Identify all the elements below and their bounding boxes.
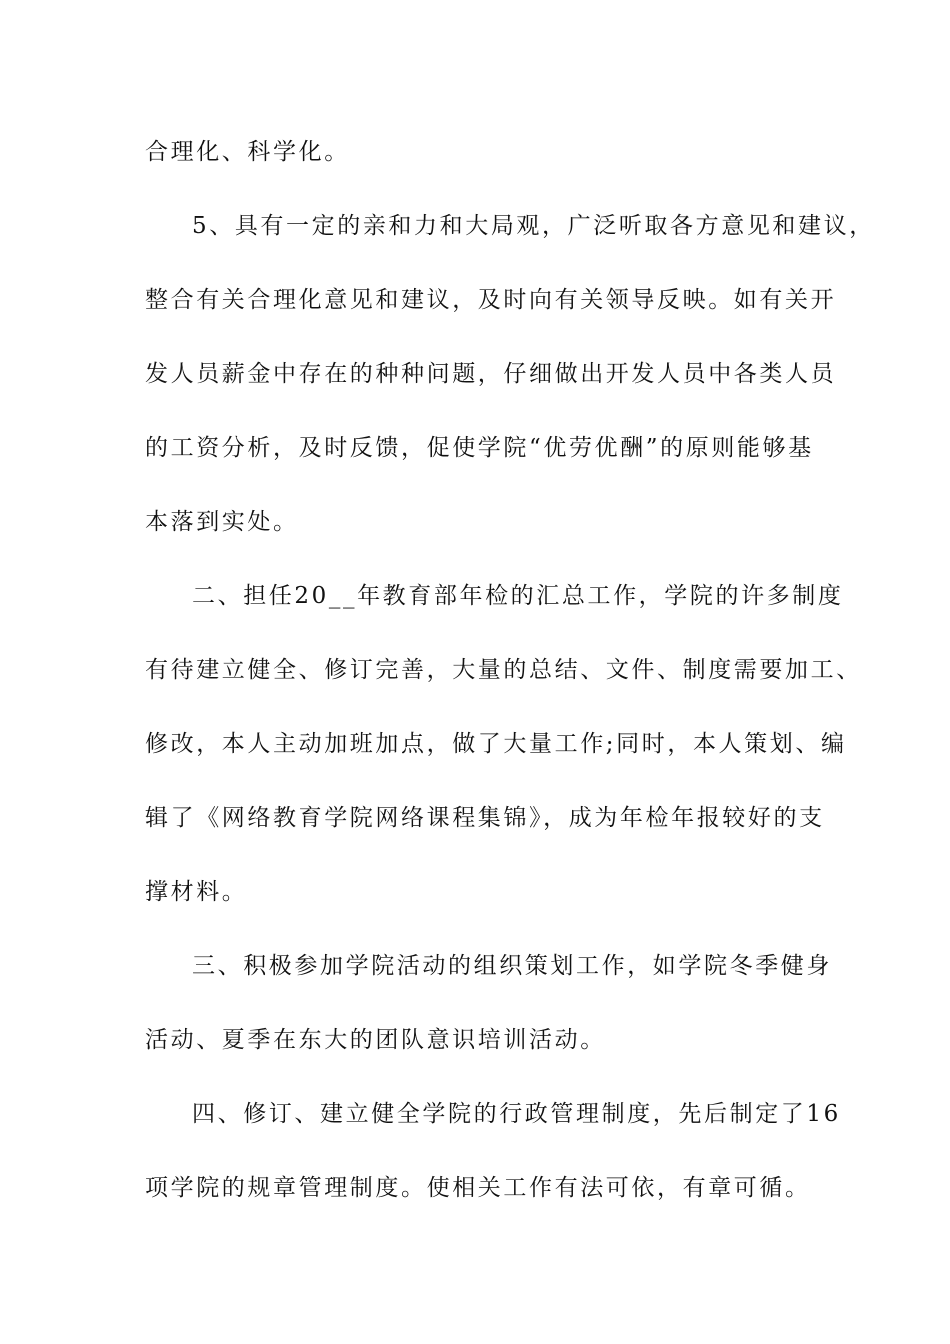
- text-line: 整合有关合理化意见和建议，及时向有关领导反映。如有关开: [145, 287, 837, 313]
- text-line: 项学院的规章管理制度。使相关工作有法可依，有章可循。: [145, 1175, 811, 1201]
- text-line: 发人员薪金中存在的种种问题，仔细做出开发人员中各类人员: [145, 361, 837, 387]
- text-line: 修改，本人主动加班加点，做了大量工作;同时，本人策划、编: [145, 731, 847, 757]
- text-line: 的工资分析，及时反馈，促使学院“优劳优酬”的原则能够基: [145, 435, 814, 461]
- text-line: 撑材料。: [145, 879, 248, 905]
- paragraph-first-line: 三、积极参加学院活动的组织策划工作，如学院冬季健身: [192, 953, 832, 979]
- paragraph-first-line: 四、修订、建立健全学院的行政管理制度，先后制定了16: [192, 1101, 841, 1127]
- text-line: 活动、夏季在东大的团队意识培训活动。: [145, 1027, 606, 1053]
- paragraph-first-line: 5、具有一定的亲和力和大局观，广泛听取各方意见和建议，: [192, 213, 875, 239]
- text-line: 合理化、科学化。: [145, 139, 350, 165]
- text-line: 本落到实处。: [145, 509, 299, 535]
- text-line: 有待建立健全、修订完善，大量的总结、文件、制度需要加工、: [145, 657, 862, 683]
- paragraph-first-line: 二、担任20__年教育部年检的汇总工作，学院的许多制度: [192, 583, 844, 609]
- text-line: 辑了《网络教育学院网络课程集锦》，成为年检年报较好的支: [145, 805, 825, 831]
